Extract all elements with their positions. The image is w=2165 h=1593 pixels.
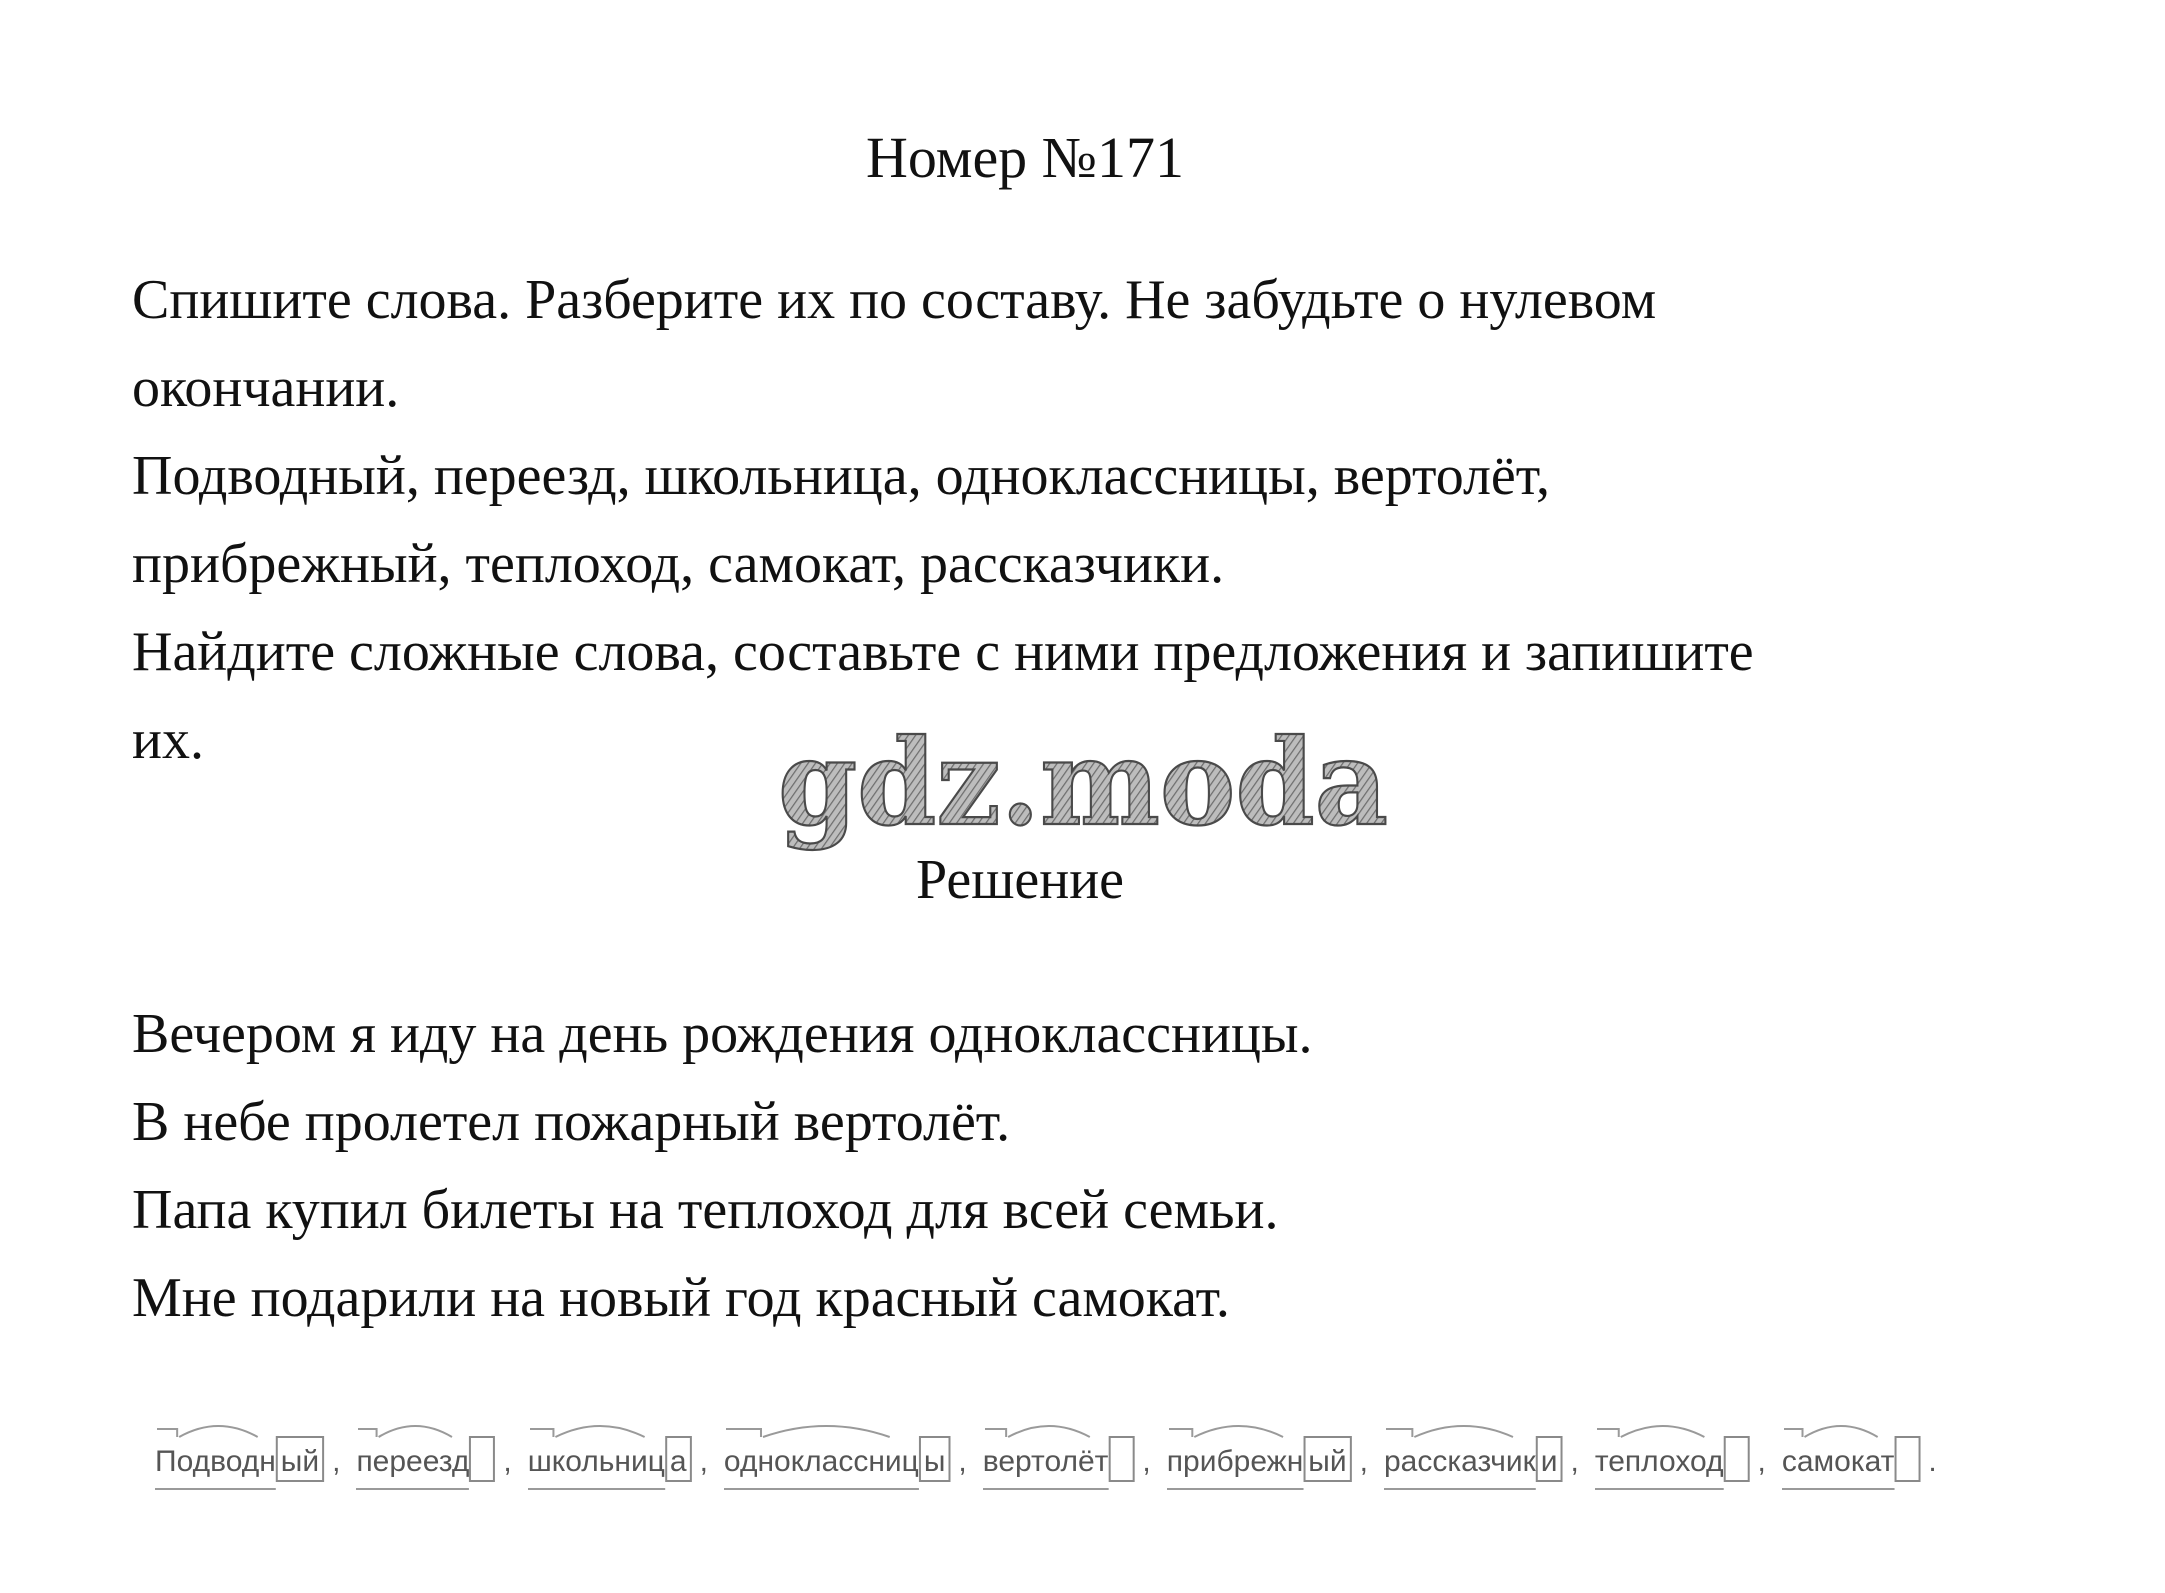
morpheme-word xyxy=(528,1415,724,1495)
task-text xyxy=(132,256,2032,784)
root-arc xyxy=(1414,1426,1513,1437)
root-arc xyxy=(379,1426,452,1437)
task-line: Найдите сложные слова, составьте с ними предложения и запишите xyxy=(132,621,1754,683)
word-stem: теплоход xyxy=(1594,1445,1724,1478)
ending-box xyxy=(470,1437,494,1481)
word-stem: вертолёт xyxy=(982,1445,1109,1478)
solution-sentence: Вечером я иду на день рождения одноклассницы. xyxy=(132,1003,1313,1065)
word-stem: переезд xyxy=(356,1445,470,1478)
morpheme-word xyxy=(724,1415,983,1495)
prefix-mark xyxy=(1597,1429,1619,1437)
task-line: Спишите слова. Разберите их по составу. Не забудьте о нулевом xyxy=(132,269,1657,331)
morpheme-word xyxy=(983,1415,1167,1495)
solution-sentences xyxy=(132,990,2032,1342)
task-line: их. xyxy=(132,709,204,771)
ending-box xyxy=(920,1437,950,1481)
word-stem: Подводн xyxy=(155,1445,276,1478)
watermark-text: gdz.moda xyxy=(778,713,1388,852)
root-arc xyxy=(1008,1426,1090,1437)
word-stem: одноклассниц xyxy=(723,1445,919,1478)
morpheme-word xyxy=(1384,1415,1595,1495)
word-separator: , xyxy=(332,1445,341,1478)
word-stem: школьниц xyxy=(527,1445,665,1478)
ending-box xyxy=(666,1437,691,1481)
prefix-mark xyxy=(1386,1429,1412,1437)
morpheme-marks xyxy=(155,1415,356,1495)
morpheme-marks xyxy=(1595,1415,1782,1495)
word-separator: , xyxy=(699,1445,708,1478)
word-ending: ый xyxy=(280,1445,320,1478)
prefix-mark xyxy=(726,1429,761,1437)
morpheme-word xyxy=(1167,1415,1384,1495)
word-separator: , xyxy=(503,1445,512,1478)
prefix-mark xyxy=(985,1429,1006,1437)
solution-sentence: Мне подарили на новый год красный самокат. xyxy=(132,1267,1230,1329)
task-line: Подводный, переезд, школьница, одноклассницы, вертолёт, xyxy=(132,445,1551,507)
prefix-mark xyxy=(358,1429,377,1437)
ending-box xyxy=(1537,1437,1562,1481)
morpheme-marks xyxy=(1782,1415,1953,1495)
solution-title: Решение xyxy=(915,849,1125,911)
morpheme-word xyxy=(155,1415,356,1495)
word-stem: прибрежн xyxy=(1166,1445,1304,1478)
root-arc xyxy=(555,1426,644,1437)
word-separator: , xyxy=(1359,1445,1368,1478)
prefix-mark xyxy=(1169,1429,1192,1437)
word-stem: рассказчик xyxy=(1383,1445,1536,1478)
ending-box xyxy=(1725,1437,1749,1481)
morpheme-marks xyxy=(724,1415,983,1495)
root-arc xyxy=(1194,1426,1283,1437)
word-ending: ы xyxy=(923,1445,946,1478)
word-ending: ый xyxy=(1308,1445,1347,1478)
word-separator: , xyxy=(1142,1445,1151,1478)
prefix-mark xyxy=(530,1429,553,1437)
ending-box xyxy=(1895,1437,1919,1481)
word-separator: . xyxy=(1928,1445,1937,1478)
solution-sentence: Папа купил билеты на теплоход для всей семьи. xyxy=(132,1179,1279,1241)
word-stem: самокат xyxy=(1781,1445,1895,1478)
morpheme-analysis xyxy=(155,1415,2075,1495)
word-separator: , xyxy=(1757,1445,1766,1478)
morpheme-word xyxy=(356,1415,527,1495)
morpheme-word xyxy=(1782,1415,1953,1495)
word-ending: а xyxy=(669,1445,687,1478)
prefix-mark xyxy=(1784,1429,1803,1437)
root-arc xyxy=(1621,1426,1705,1437)
ending-box xyxy=(277,1437,323,1481)
word-separator: , xyxy=(958,1445,967,1478)
task-line: прибрежный, теплоход, самокат, рассказчики. xyxy=(132,533,1225,595)
word-separator: , xyxy=(1570,1445,1579,1478)
root-arc xyxy=(1804,1426,1877,1437)
morpheme-word xyxy=(1595,1415,1782,1495)
solution-sentence: В небе пролетел пожарный вертолёт. xyxy=(132,1091,1011,1153)
root-arc xyxy=(179,1426,258,1437)
morpheme-marks xyxy=(1167,1415,1384,1495)
morpheme-marks xyxy=(1384,1415,1595,1495)
prefix-mark xyxy=(157,1429,177,1437)
morpheme-marks xyxy=(528,1415,724,1495)
ending-box xyxy=(1109,1437,1133,1481)
root-arc xyxy=(763,1426,890,1437)
exercise-title: Номер №171 xyxy=(865,125,1185,190)
ending-box xyxy=(1304,1437,1350,1481)
word-ending: и xyxy=(1540,1445,1558,1478)
task-line: окончании. xyxy=(132,357,400,419)
morpheme-marks xyxy=(983,1415,1167,1495)
morpheme-marks xyxy=(356,1415,527,1495)
